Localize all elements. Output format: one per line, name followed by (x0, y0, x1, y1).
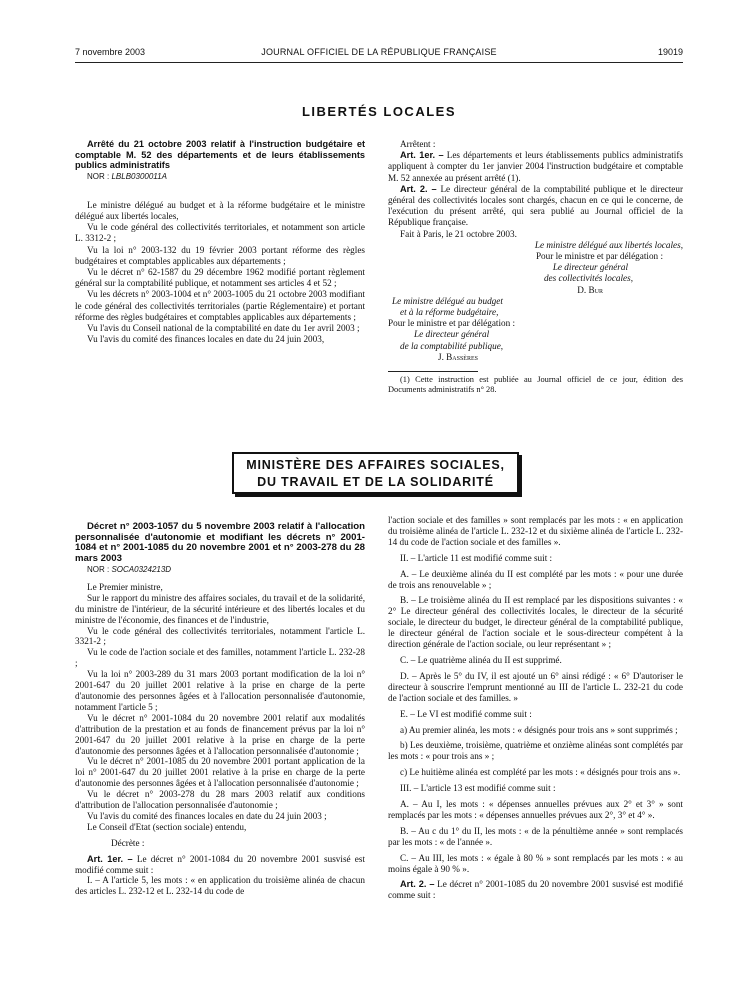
visa-paragraph: Vu l'avis du Conseil national de la comptabilité en date du 1er avril 2003 ; (87, 322, 360, 333)
visa-paragraph: Vu le décret n° 2001-1085 du 20 novembre 2001 portant application de la loi n° 2001-647 du 20 juillet 2001 relative à la prise en charge de la perte d'autonomie des personnes âgées et à l'allocation personnalisée d'autonomie ; (75, 756, 365, 789)
section2-right-column (388, 515, 683, 901)
section1-left-column (75, 139, 365, 345)
visa-paragraph: Vu le code général des collectivités territoriales, et notamment son article L. 3312-2 ; (75, 222, 365, 244)
visa-paragraph: Sur le rapport du ministre des affaires sociales, du travail et de la solidarité, du ministre de l'intérieur, de la sécurité intérieure et des libertés locales et du ministre de l'économie, des finances et de l'industrie, (75, 592, 365, 625)
footnote: (1) Cette instruction est publiée au Journal officiel de ce jour, édition des Documents administratifs n° 28. (388, 375, 683, 395)
article-paragraph: III. – L'article 13 est modifié comme suit : (400, 783, 556, 794)
article-paragraph: b) Les deuxième, troisième, quatrième et onzième alinéas sont complétés par les mots : « pour trois ans » ; (388, 740, 683, 762)
visa-paragraph: Vu le décret n° 62-1587 du 29 décembre 1962 modifié portant règlement général sur la comptabilité publique, et notamment ses articles 4 et 52 ; (75, 266, 365, 289)
nor-code: LBLB0300011A (111, 171, 167, 181)
article-paragraph: B. – Le troisième alinéa du II est remplacé par les dispositions suivantes : « 2° Le directeur général des collectivités locales, le directeur de la sécurité sociale, le directeur du budget, le directeur général de la comptabilité publique, le directeur général de l'action sociale et le sous-directeur compétent à la direction générale de l'action sociale, ou leur représentant » ; (388, 595, 683, 650)
signature-role: et à la réforme budgétaire, (400, 307, 499, 318)
nor-code: SOCA0324213D (111, 565, 172, 574)
article-paragraph: II. – L'article 11 est modifié comme suit : (400, 552, 553, 563)
signature-title: Le directeur général (552, 262, 628, 273)
nor-reference (75, 171, 365, 182)
header-rule (75, 62, 683, 63)
section2-left-column (75, 522, 365, 897)
visa-paragraph: Vu l'avis du comité des finances locales en date du 24 juin 2003, (87, 334, 325, 345)
page-number: 19019 (657, 47, 683, 57)
act-title-decret: Décret n° 2003-1057 du 5 novembre 2003 relatif à l'allocation personnalisée d'autonomie et modifiant les décrets n° 2001-1084 et n° 2001-1085 du 20 novembre 2001 et n° 2003-278 du 28 mars 2003 (75, 521, 365, 564)
article-1-item-i: I. – A l'article 5, les mots : « en application du troisième alinéa de chacun des articles L. 232-12 et L. 232-14 du code de (75, 875, 365, 897)
arretent: Arrêtent : (400, 139, 436, 149)
running-header (75, 47, 683, 61)
signature-role: Le ministre délégué au budget (392, 295, 503, 306)
article-paragraph: c) Le huitième alinéa est complété par les mots : « désignés pour trois ans ». (400, 767, 681, 778)
article-paragraph: B. – Au c du 1° du II, les mots : « de la pénultième année » sont remplacés par les mots : « de l'année ». (388, 825, 683, 847)
visa-paragraph: Vu le code de l'action sociale et des familles, notamment l'article L. 232-28 ; (75, 647, 365, 669)
signature-name: D. Bur (577, 284, 603, 295)
visa-paragraph: Vu les décrets n° 2003-1004 et n° 2003-1005 du 21 octobre 2003 modifiant le code général des collectivités territoriales (partie Réglementaire) et portant réforme des règles budgétaires et comptables applicables aux départements ; (75, 289, 365, 322)
signature-title: de la comptabilité publique, (400, 340, 504, 351)
section1-right-column (388, 139, 683, 395)
visa-paragraph: Vu l'avis du comité des finances locales en date du 24 juin 2003 ; (87, 810, 327, 821)
visa-paragraph: Le Premier ministre, (87, 581, 163, 592)
article-paragraph: C. – Au III, les mots : « égale à 80 % » sont remplacés par les mots : « au moins égale à 90 % ». (388, 852, 683, 874)
article-paragraph: C. – Le quatrième alinéa du II est supprimé. (400, 654, 562, 665)
signature-name: J. Bassères (438, 351, 478, 362)
article-paragraph: A. – Le deuxième alinéa du II est complété par les mots : « pour une durée de trois ans renouvelable » ; (388, 568, 683, 590)
article-2 (388, 184, 683, 229)
visa-paragraph: Vu la loi n° 2003-289 du 31 mars 2003 portant modification de la loi n° 2001-647 du 20 juillet 2001 relative à la prise en charge de la perte d'autonomie des personnes âgées et à l'allocation personnalisée d'autonomie, notamment l'article 5 ; (75, 669, 365, 712)
nor-label: NOR : (87, 171, 110, 181)
article-paragraph: A. – Au I, les mots : « dépenses annuelles prévues aux 2° et 3° » sont remplacés par les mots : « dépenses annuelles prévues aux 2°, 3° et 4° ». (388, 799, 683, 820)
visa-paragraph: Le ministre délégué au budget et à la réforme budgétaire et le ministre délégué aux libertés locales, (75, 199, 365, 221)
nor-reference (75, 565, 365, 576)
fait-a-paris: Fait à Paris, le 21 octobre 2003. (400, 228, 517, 239)
visa-paragraph: Vu la loi n° 2003-132 du 19 février 2003 portant réforme des règles budgétaires et comptables applicables aux départements ; (75, 244, 365, 266)
act-title-arrete: Arrêté du 21 octobre 2003 relatif à l'instruction budgétaire et comptable M. 52 des départements et de leurs établissements publics administratifs (75, 139, 365, 170)
ministry-title-line1: MINISTÈRE DES AFFAIRES SOCIALES, (246, 458, 505, 472)
issue-date: 7 novembre 2003 (75, 47, 146, 57)
article-2-text: Le directeur général de la comptabilité publique et le directeur général des collectivités locales sont chargés, chacun en ce qui le concerne, de l'exécution du présent arrêté, qui sera publié au Journal officiel de la République française. (388, 183, 684, 228)
ministry-title-line2: DU TRAVAIL ET DE LA SOLIDARITÉ (257, 475, 494, 489)
signature-role: Le ministre délégué aux libertés locales, (534, 239, 683, 250)
article-1 (388, 150, 683, 184)
signature-title: des collectivités locales, (543, 273, 633, 284)
article-paragraph: a) Au premier alinéa, les mots : « désignés pour trois ans » sont supprimés ; (400, 724, 678, 735)
visa-paragraph: Vu le décret n° 2003-278 du 28 mars 2003 relatif aux conditions d'attribution de l'allocation personnalisée d'autonomie ; (75, 789, 365, 811)
journal-title: JOURNAL OFFICIEL DE LA RÉPUBLIQUE FRANÇAISE (261, 47, 497, 57)
signature-delegation: Pour le ministre et par délégation : (535, 251, 663, 262)
article-2-text: Le décret n° 2001-1085 du 20 novembre 2001 susvisé est modifié comme suit : (388, 879, 683, 901)
article-paragraph: E. – Le VI est modifié comme suit : (400, 708, 532, 719)
article-1-label: Art. 1er. – (87, 853, 133, 864)
signature-title: Le directeur général (414, 329, 490, 340)
decrete: Décrète : (111, 837, 145, 848)
article-2 (388, 879, 683, 901)
visa-paragraph: Vu le code général des collectivités territoriales, notamment l'article L. 3321-2 ; (75, 625, 365, 647)
signature-delegation: Pour le ministre et par délégation : (388, 318, 516, 329)
article-2-label: Art. 2. – (400, 183, 437, 194)
article-1-text: Les départements et leurs établissements publics administratifs appliquent à compter du 1er janvier 2004 l'instruction budgétaire et comptable M. 52 annexée au présent arrêté (1). (388, 150, 683, 183)
article-1-label: Art. 1er. – (400, 150, 444, 161)
visa-paragraph: Vu le décret n° 2001-1084 du 20 novembre 2001 relatif aux modalités d'attribution de la prestation et au fonds de financement prévus par la loi n° 2001-647 du 20 juillet 2001 relative à la prise en charge de la perte d'autonomie des personnes âgées et à l'allocation personnalisée d'autonomie ; (75, 712, 365, 756)
article-2-label: Art. 2. – (400, 879, 435, 890)
footnote-rule (388, 371, 478, 372)
article-paragraph: D. – Après le 5° du IV, il est ajouté un 6° ainsi rédigé : « 6° D'autoriser le directeur à souscrire l'emprunt mentionné au III de l'article L. 232-21 du code de l'action sociale et des familles. » (388, 670, 683, 703)
article-1-text: Le décret n° 2001-1084 du 20 novembre 2001 susvisé est modifié comme suit : (75, 853, 365, 875)
article-paragraph: l'action sociale et des familles » sont remplacés par les mots : « en application du troisième alinéa de l'article L. 232-12 et du sixième alinéa de l'article L. 232-14 du code de l'action sociale et des familles ». (388, 515, 683, 547)
nor-label: NOR : (87, 565, 110, 574)
visa-paragraph: Le Conseil d'Etat (section sociale) entendu, (87, 821, 247, 832)
article-1 (75, 854, 365, 876)
section-title-libertes-locales: LIBERTÉS LOCALES (301, 104, 456, 119)
ministry-heading-box (232, 452, 519, 494)
